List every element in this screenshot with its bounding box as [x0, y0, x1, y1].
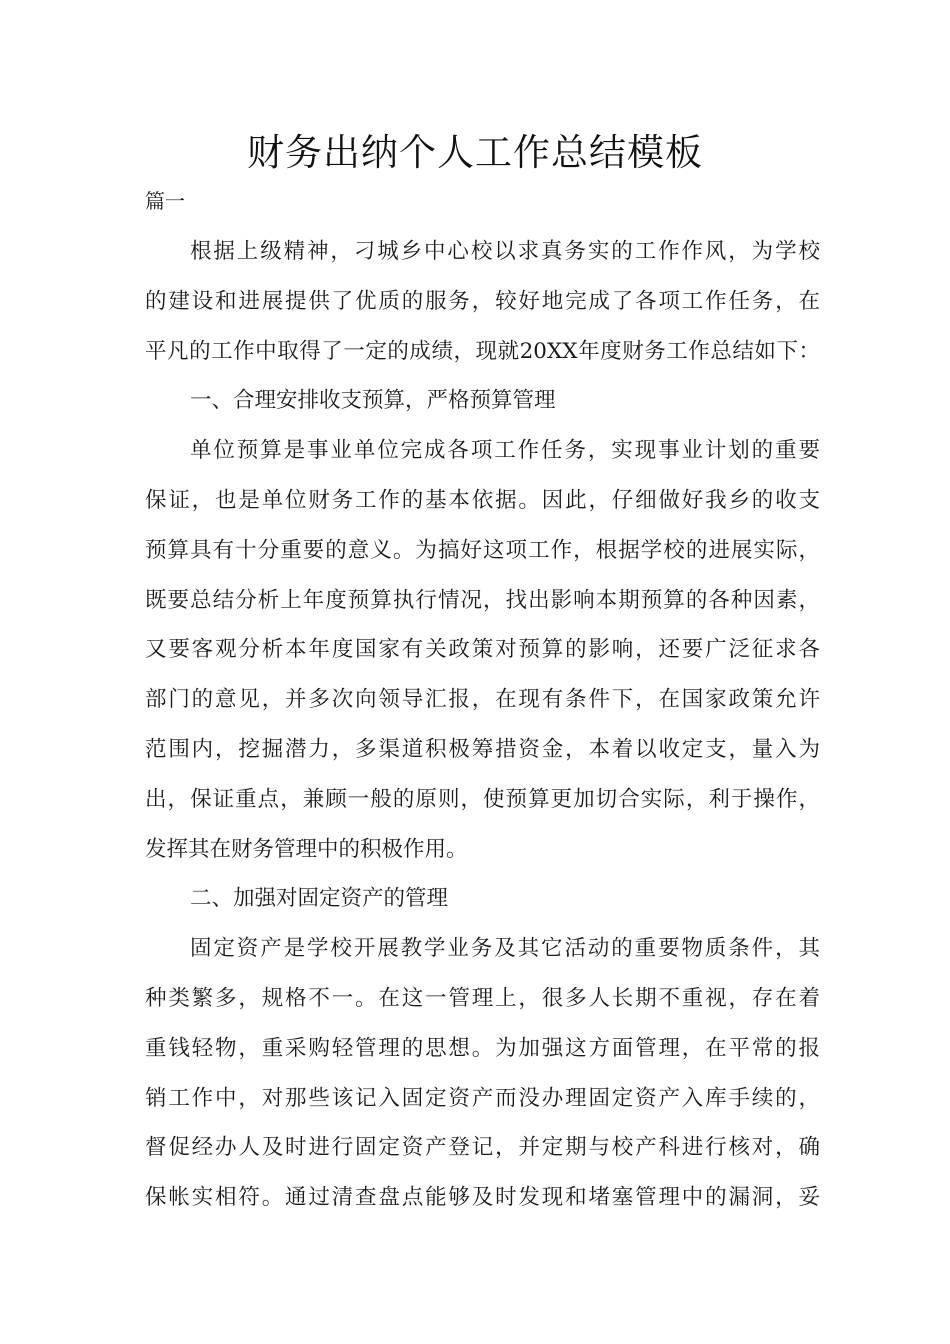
paragraph-line: 种类繁多，规格不一。在这一管理上，很多人长期不重视，存在着: [145, 985, 820, 1011]
paragraph-line: 保证，也是单位财务工作的基本依据。因此，仔细做好我乡的收支: [145, 487, 820, 513]
paragraph-line: 又要客观分析本年度国家有关政策对预算的影响，还要广泛征求各: [145, 637, 820, 663]
paragraph-line: 部门的意见，并多次向领导汇报，在现有条件下，在国家政策允许: [145, 687, 820, 713]
section-heading: 二、加强对固定资产的管理: [190, 886, 449, 912]
paragraph-line: 单位预算是事业单位完成各项工作任务，实现事业计划的重要: [190, 438, 820, 464]
paragraph-line: 预算具有十分重要的意义。为搞好这项工作，根据学校的进展实际，: [145, 537, 820, 563]
paragraph-line: 固定资产是学校开展教学业务及其它活动的重要物质条件，其: [190, 936, 820, 962]
document-body: [145, 234, 820, 1230]
paragraph-line: 督促经办人及时进行固定资产登记，并定期与校产科进行核对，确: [145, 1135, 820, 1161]
paragraph-line: 销工作中，对那些该记入固定资产而没办理固定资产入库手续的，: [145, 1085, 820, 1111]
paragraph-line: 发挥其在财务管理中的积极作用。: [145, 836, 468, 862]
paragraph-line: 根据上级精神，刁城乡中心校以求真务实的工作作风，为学校: [190, 239, 820, 264]
paragraph-line: 保帐实相符。通过清查盘点能够及时发现和堵塞管理中的漏洞，妥: [145, 1185, 820, 1211]
document-title: 财务出纳个人工作总结模板: [247, 131, 703, 174]
paragraph-line: 的建设和进展提供了优质的服务，较好地完成了各项工作任务，在: [145, 288, 820, 314]
paragraph-line: 出，保证重点，兼顾一般的原则，使预算更加切合实际，利于操作，: [145, 786, 820, 812]
section-heading: 一、合理安排收支预算，严格预算管理: [190, 388, 556, 414]
section-label: 篇一: [145, 189, 185, 213]
paragraph-line: 平凡的工作中取得了一定的成绩，现就20XX年度财务工作总结如下：: [145, 338, 820, 364]
paragraph-line: 既要总结分析上年度预算执行情况，找出影响本期预算的各种因素，: [145, 587, 820, 613]
paragraph-line: 范围内，挖掘潜力，多渠道积极筹措资金，本着以收定支，量入为: [145, 736, 820, 762]
paragraph-line: 重钱轻物，重采购轻管理的思想。为加强这方面管理，在平常的报: [145, 1035, 820, 1061]
